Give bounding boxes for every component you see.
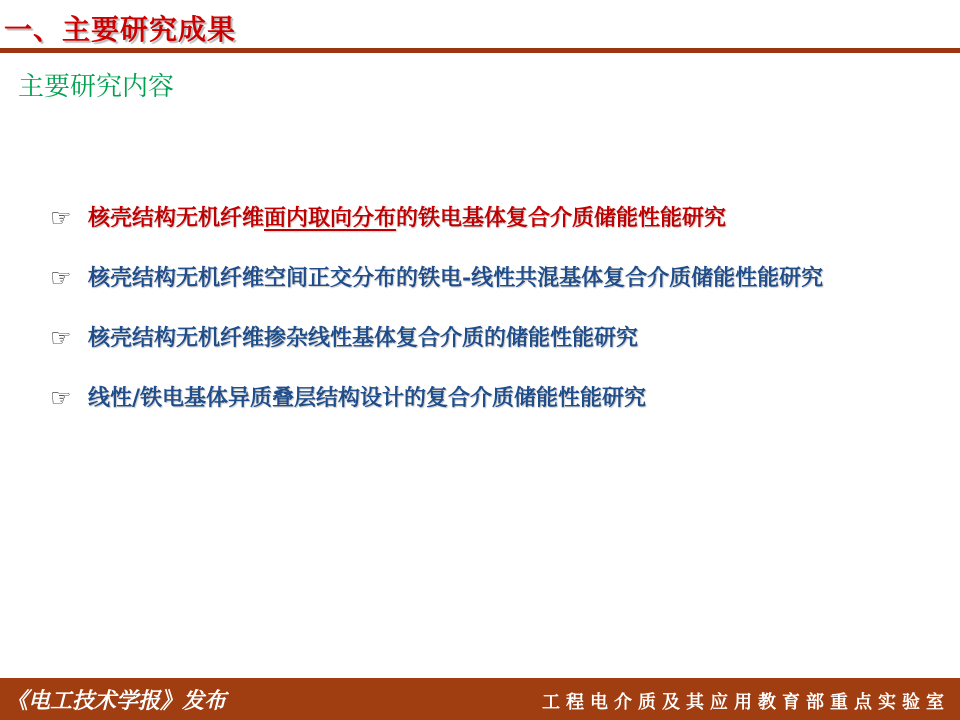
bullet-list xyxy=(50,192,950,424)
bullet-item-3 xyxy=(50,312,950,364)
bullet-text-1b: 的铁电基体复合介质储能性能研究 xyxy=(396,205,727,231)
pointing-hand-icon: ☞ xyxy=(50,384,72,412)
slide-title: 一、主要研究成果 xyxy=(4,13,237,46)
bullet-item-1 xyxy=(50,192,950,244)
pointing-hand-icon: ☞ xyxy=(50,204,72,232)
footer-publisher: 《电工技术学报》发布 xyxy=(6,688,227,714)
bullet-item-4 xyxy=(50,372,950,424)
section-subtitle: 主要研究内容 xyxy=(18,72,175,102)
bullet-item-2 xyxy=(50,252,950,304)
title-divider xyxy=(0,48,960,53)
pointing-hand-icon: ☞ xyxy=(50,324,72,352)
footer-lab-name: 工程电介质及其应用教育部重点实验室 xyxy=(542,692,950,713)
bullet-text-3: 核壳结构无机纤维掺杂线性基体复合介质的储能性能研究 xyxy=(88,325,639,351)
bullet-text-1-underlined: 面内取向分布 xyxy=(264,205,397,231)
bullet-text-1a: 核壳结构无机纤维 xyxy=(88,205,265,231)
pointing-hand-icon: ☞ xyxy=(50,264,72,292)
bullet-text-4: 线性/铁电基体异质叠层结构设计的复合介质储能性能研究 xyxy=(88,385,647,411)
bullet-text-2: 核壳结构无机纤维空间正交分布的铁电-线性共混基体复合介质储能性能研究 xyxy=(88,265,824,291)
footer-bar xyxy=(0,678,960,720)
